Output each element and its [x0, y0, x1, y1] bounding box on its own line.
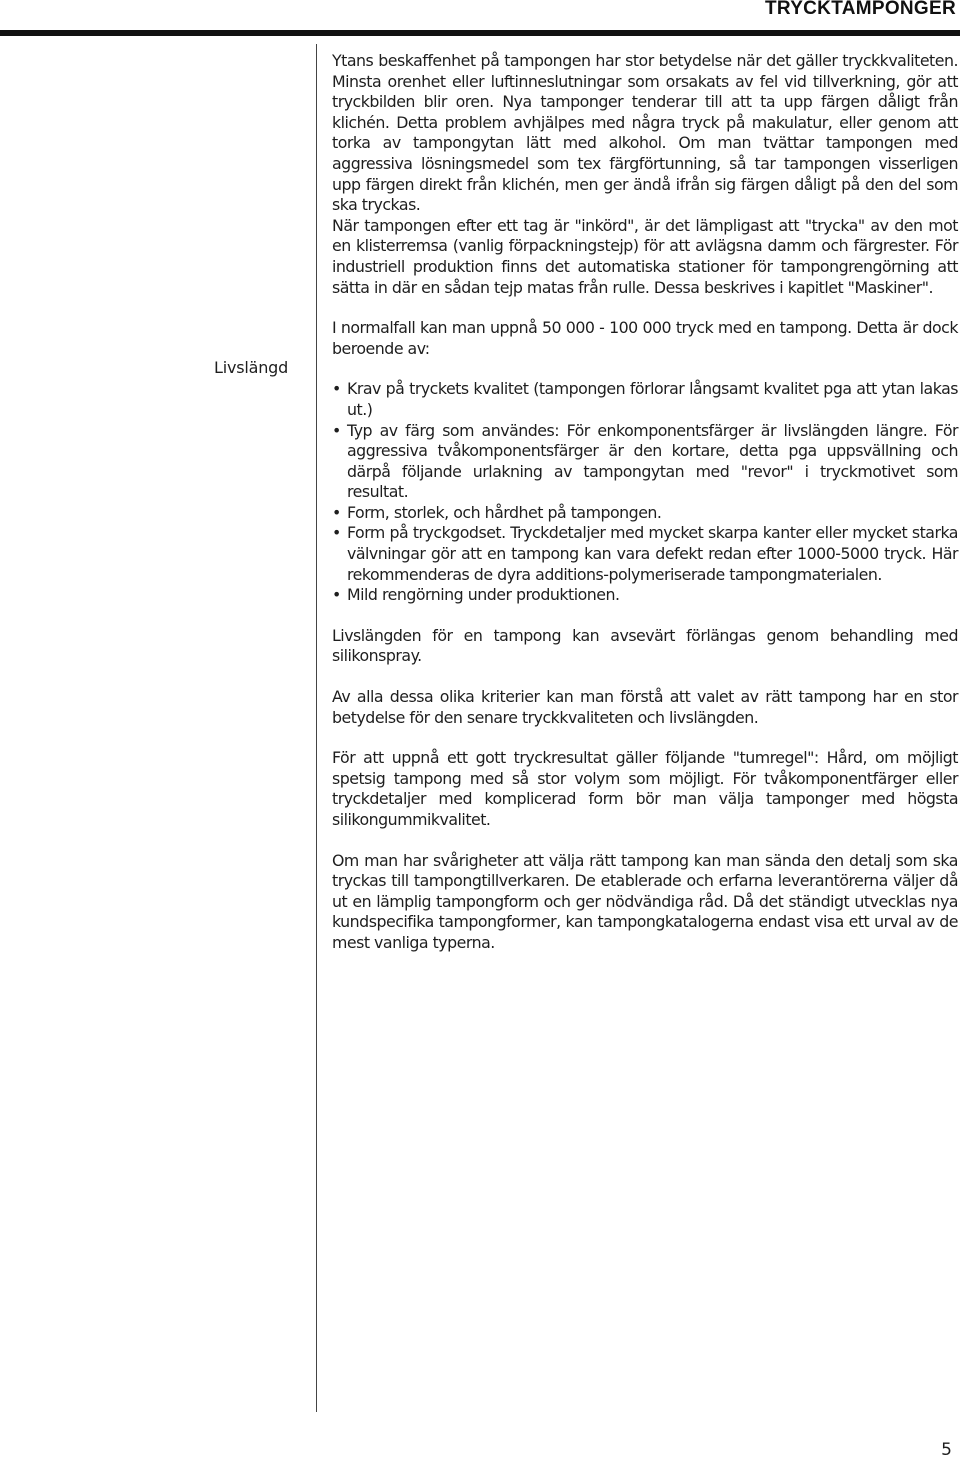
sidebar-label-livslangd: Livslängd: [214, 358, 289, 377]
header-rule: [0, 30, 960, 36]
paragraph-silikon: Livslängden för en tampong kan avsevärt förlängas genom behandling med silikonspray.: [332, 625, 958, 666]
list-item: • Krav på tryckets kvalitet (tampongen förlorar långsamt kvalitet pga att ytan lakas ut.): [332, 379, 958, 420]
list-item: • Typ av färg som användes: För enkomponentsfärger är livslängden längre. För aggressiva tvåkomponentsfärger är den kortare, detta pga uppsvällning och därpå följande urlakning av tampongytan med "revor" i tryckmotivet som resultat.: [332, 421, 958, 503]
list-item: • Form på tryckgodset. Tryckdetaljer med mycket skarpa kanter eller mycket starka välvningar gör att en tampong kan vara defekt redan efter 1000-5000 tryck. Här rekommenderas de dyra additions-polymeriserade tampongmaterialen.: [332, 523, 958, 585]
paragraph-normal: I normalfall kan man uppnå 50 000 - 100 000 tryck med en tampong. Detta är dock beroende av:: [332, 318, 958, 358]
body-text: [332, 51, 958, 954]
criteria-list: [332, 379, 958, 606]
paragraph-criteria: Av alla dessa olika kriterier kan man förstå att valet av rätt tampong har en stor betydelse för den senare tryckkvaliteten och livslängden.: [332, 687, 958, 727]
paragraph-tumregel: För att uppnå ett gott tryckresultat gäller följande "tumregel": Hård, om möjligt spetsig tampong med så stor volym som möjligt. För tvåkomponentfärger eller tryckdetaljer med komplicerad form bör man välja tamponger med högsta silikongummikvalitet.: [332, 748, 958, 829]
list-item: • Form, storlek, och hårdhet på tampongen.: [332, 503, 958, 524]
paragraph-surface: Ytans beskaffenhet på tampongen har stor betydelse när det gäller tryckkvaliteten. Minsta orenhet eller luftinneslutningar som orsakats av fel vid tillverkning, gör att tryckbilden blir oren. Nya tamponger tenderar till att ta upp färgen dåligt från klichén. Detta problem avhjälpes med några tryck på makulatur, eller genom att torka av tampongytan lätt med alkohol. Om man tvättar tampongen med aggressiva lösningsmedel som tex färgförtunning, så tar tampongen visserligen upp färgen direkt från klichén, men ger ändå ifrån sig färgen dåligt på den del som ska tryckas.: [332, 51, 958, 215]
page-header-title: TRYCKTAMPONGER: [764, 0, 956, 19]
list-item: • Mild rengörning under produktionen.: [332, 585, 958, 606]
paragraph-svarigheter: Om man har svårigheter att välja rätt tampong kan man sända den detalj som ska tryckas till tampongtillverkaren. De etablerade och erfarna leverantörerna väljer då ut en lämplig tampongform och ger nödvändiga råd. Då det ständigt utvecklas nya kundspecifika tampongformer, kan tampongkatalogerna endast visa ett urval av de mest vanliga typerna.: [332, 850, 958, 952]
page-number: 5: [941, 1440, 952, 1460]
column-divider: [316, 44, 317, 1412]
paragraph-inkord: När tampongen efter ett tag är "inkörd", är det lämpligast att "trycka" av den mot en klisterremsa (vanlig förpackningstejp) för att avlägsna damm och färgrester. För industriell produktion finns det automatiska stationer för tampongrengörning att sätta in där en sådan tejp matas från rulle. Dessa beskrives i kapitlet "Maskiner".: [332, 215, 958, 297]
